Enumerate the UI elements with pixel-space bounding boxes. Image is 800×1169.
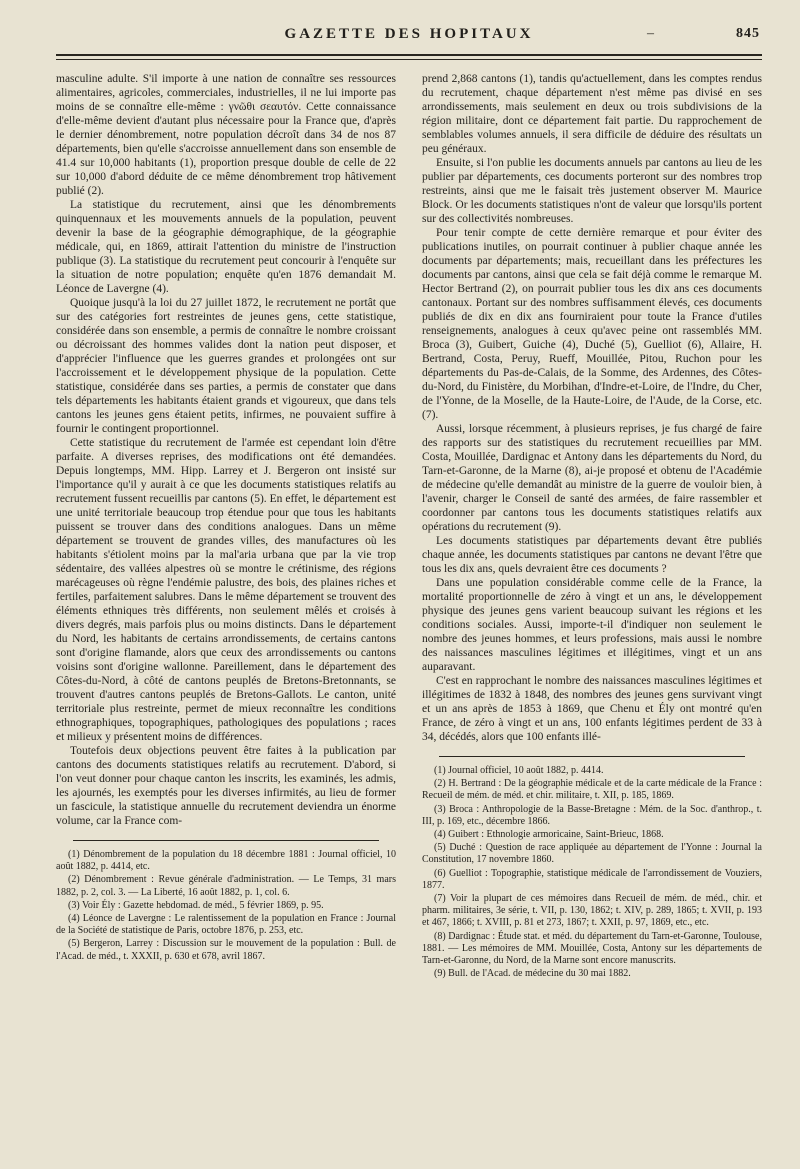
paragraph: prend 2,868 cantons (1), tandis qu'actuellement, dans les comptes rendus du recrutement, chaque département n'est même pas divisé en ses arrondissements, mais seulement en deux ou trois subdivisions de la région militaire, dont ce département fait partie. Du rapprochement de semblables volumes annuels, il sera difficile de déduire des résultats un peu généraux. (422, 73, 762, 155)
footnote: (1) Journal officiel, 10 août 1882, p. 4414. (434, 765, 604, 776)
footnote: (3) Voir Ély : Gazette hebdomad. de méd., 5 février 1869, p. 95. (68, 899, 324, 911)
paragraph: Les documents statistiques par départements devant être publiés chaque année, les documents statistiques par cantons ne devant l'être que tous les dix ans, quels devraient être ces documents ? (422, 535, 762, 575)
footnote: (1) Dénombrement de la population du 18 décembre 1881 : Journal officiel, 10 août 1882, p. 4414, etc. (56, 849, 396, 873)
footnote: (4) Guibert : Ethnologie armoricaine, Saint-Brieuc, 1868. (434, 829, 664, 841)
paragraph: Cette statistique du recrutement de l'armée est cependant loin d'être parfaite. A diverses reprises, des modifications ont été demandées. Depuis longtemps, MM. Hipp. Larrey et J. Bergeron ont insisté sur l'importance qu'il y aurait à ce que les documents statistiques relatifs au recrutement fussent recueillis par cantons (5). En effet, le département est une unité territoriale beaucoup trop étendue pour que tous les habitants puissent se trouver dans des conditions analogues. Dans un même département se trouvent de grandes villes, des manufactures où les habitants s'étiolent moins par la mal'aria urbana que par la vie trop sédentaire, des vallées alpestres où se montre le crétinisme, des régions marécageuses où règne l'endémie palustre, des bois, des plaines riches et fertiles, parfaitement salubres. Dans le même département se trouvent des éléments ethniques très différents, non seulement mêlés et croisés à divers degrés, mais parfois plus ou moins distincts. Dans le département du Nord, les habitants de certains arrondissements, de certains cantons sont d'origine flamande, alors que ceux des arrondissements ou cantons voisins sont d'origine wallonne. Pareillement, dans le département des Côtes-du-Nord, à côté de cantons peuplés de Bretons-Bretonnants, se trouvent d'autres cantons peuplés de Bretons-Gallots. Le canton, unité territoriale plus restreinte, permet de mieux reconnaître les conditions ethnographiques, topographiques, pathologiques des populations ; races et milieux y présentent moins de différences. (56, 437, 396, 743)
footnote: (7) Voir la plupart de ces mémoires dans Recueil de mém. de méd., chir. et pharm. militaires, 3e série, t. VII, p. 130, 1862; t. XIV, p. 289, 1865; t. XVII, p. 193 et 467, 1866; t. XVIII, p. 81 et 273, 1867; t. XXII, p. 97, 1869, etc., etc. (422, 893, 762, 929)
paragraph: C'est en rapprochant le nombre des naissances masculines légitimes et illégitimes de 1832 à 1848, des nombres des jeunes gens survivant vingt et un ans après de 1853 à 1869, que Chenu et Ély ont montré qu'en France, de zéro à vingt et un ans, 100 enfants légitimes perdent de 33 à 34, décédés, alors que 100 enfants illé- (422, 675, 762, 743)
page-number: 845 (736, 26, 760, 41)
text-columns (56, 72, 762, 981)
paragraph: Pour tenir compte de cette dernière remarque et pour éviter des publications inutiles, on pourrait continuer à publier chaque année les documents par départements; mais, recueillant dans les préfectures les documents par cantons, ainsi que cela se fait déjà comme le remarque M. Hector Bertrand (2), on pourrait publier tous les dix ans ces documents cantonaux. Portant sur des nombres suffisamment élevés, ces documents publiés de dix en dix ans fourniraient pour toute la France d'utiles renseignements, analogues à ceux qu'avec peine ont rassemblés MM. Broca (3), Guibert, Guiche (4), Duché (5), Guelliot (6), Allaire, H. Bertrand, Costa, Peruy, Rueff, Mouillée, Pitou, Ruchon pour les départements du Pas-de-Calais, de la Somme, des Ardennes, des Côtes-du-Nord, du Finistère, du Morbihan, d'Indre-et-Loire, de l'Indre, du Cher, de l'Yonne, de la Moselle, de la Haute-Loire, de l'Aude, de la Corse, etc. (7). (422, 227, 762, 421)
paragraph: Aussi, lorsque récemment, à plusieurs reprises, je fus chargé de faire des rapports sur des statistiques du recrutement recueillies par MM. Costa, Mouillée, Dardignac et Antony dans les départements du Nord, du Tarn-et-Garonne, de la Marne (8), ai-je proposé et obtenu de l'Académie de médecine qu'elle demandât au ministre de la guerre de vouloir bien, à l'avenir, charger le Conseil de santé des armées, de faire rassembler et coordonner par cantons tous les documents statistiques relatifs aux opérations du recrutement (9). (422, 423, 762, 533)
paragraph: La statistique du recrutement, ainsi que les dénombrements quinquennaux et les mouvements annuels de la population, peuvent devenir la base de la géographie démographique, de la géographie médicale, qui, en 1869, attirait l'attention du ministre de l'instruction publique (3). La statistique du recrutement peut concourir à l'enquête sur la situation de notre population; enquête qu'en 1876 demandait M. Léonce de Lavergne (4). (56, 199, 396, 295)
footnote: (9) Bull. de l'Acad. de médecine du 30 mai 1882. (434, 968, 631, 980)
paragraph: Toutefois deux objections peuvent être faites à la publication par cantons des documents statistiques relatifs au recrutement. D'abord, si l'on veut donner pour chaque canton les inscrits, les examinés, les admis, les ajournés, les exemptés pour les diverses infirmités, au lieu de former un fascicule, la statistique annuelle du recrutement deviendra un énorme volume, car la France com- (56, 745, 396, 827)
journal-title: GAZETTE DES HOPITAUX (284, 26, 534, 42)
paragraph: Dans une population considérable comme celle de la France, la mortalité proportionnelle de zéro à vingt et un ans, le développement physique des jeunes gens varient beaucoup suivant les régions et les conditions sociales. Aussi, importe-t-il d'indiquer non seulement le nombre des jeunes hommes, et leurs professions, mais aussi le nombre des naissances masculines légitimes et illégitimes, vingt et un ans auparavant. (422, 577, 762, 673)
right-footnotes (422, 765, 762, 980)
left-column (56, 72, 396, 964)
paragraph: masculine adulte. S'il importe à une nation de connaître ses ressources alimentaires, agricoles, commerciales, industrielles, il ne lui importe pas moins de se connaître elle-même : γνῶθι σεαυτόν. Cette connaissance d'elle-même devient d'autant plus nécessaire pour la France que, d'après le dernier dénombrement, notre population décroît dans 34 de nos 87 départements, bien qu'elle s'accroisse annuellement dans son ensemble de 41.4 sur 10,000 habitants (1), proportion presque double de celle de 22 sur 10,000 d'abord déduite de ce même dénombrement trop hâtivement publié (2). (56, 73, 396, 197)
footnote: (2) Dénombrement : Revue générale d'administration. — Le Temps, 31 mars 1882, p. 2, col. 3. — La Liberté, 16 août 1882, p. 1, col. 6. (56, 874, 396, 898)
footnote: (6) Guelliot : Topographie, statistique médicale de l'arrondissement de Vouziers, 1877. (422, 867, 762, 891)
footnote: (3) Broca : Anthropologie de la Basse-Bretagne : Mém. de la Soc. d'anthrop., t. III, p. 169, etc., décembre 1866. (422, 803, 762, 827)
header-dash: – (647, 26, 654, 41)
left-footnotes (56, 849, 396, 963)
header-double-rule (56, 54, 762, 60)
footnote: (4) Léonce de Lavergne : Le ralentissement de la population en France : Journal de la Société de statistique de Paris, octobre 1876, p. 253, etc. (56, 913, 396, 937)
footnote-separator (73, 840, 379, 841)
paragraph: Quoique jusqu'à la loi du 27 juillet 1872, le recrutement ne portât que sur des catégories fort restreintes de jeunes gens, cette statistique, considérée dans son ensemble, a permis de connaître le nombre croissant ou décroissant des hommes valides dont la nation peut disposer, et d'apprécier l'influence que les guerres grandes et prolongées ont sur l'accroissement et le développement physique de la population. Cette statistique, considérée dans ses parties, a permis de constater que dans tels départements les habitants étaient grands et vigoureux, que dans tels cantons les jeunes gens étaient petits, infirmes, ne pouvaient suffire à fournir le contingent proportionnel. (56, 297, 396, 435)
footnote-separator (439, 756, 745, 757)
page-header (56, 26, 762, 48)
footnote: (8) Dardignac : Étude stat. et méd. du département du Tarn-et-Garonne, Toulouse, 1881. — Les mémoires de MM. Mouillée, Costa, Antony sur les départements de Tarn-et-Garonne, du Nord, de la Marne sont encore manuscrits. (422, 930, 762, 967)
right-column (422, 72, 762, 981)
footnote: (2) H. Bertrand : De la géographie médicale et de la carte médicale de la France : Recueil de mém. de méd. et chir. militaire, t. XII, p. 185, 1869. (422, 778, 762, 802)
paragraph: Ensuite, si l'on publie les documents annuels par cantons au lieu de les publier par départements, ces documents porteront sur des nombres trop restreints, ainsi que me le faisait très justement observer M. Maurice Block. Or les documents statistiques n'ont de valeur que lorsqu'ils portent sur des collectivités nombreuses. (422, 157, 762, 225)
footnote: (5) Bergeron, Larrey : Discussion sur le mouvement de la population : Bull. de l'Acad. de méd., t. XXXII, p. 630 et 678, avril 1867. (56, 938, 396, 962)
footnote: (5) Duché : Question de race appliquée au département de l'Yonne : Journal la Constitution, 17 novembre 1860. (422, 842, 762, 866)
